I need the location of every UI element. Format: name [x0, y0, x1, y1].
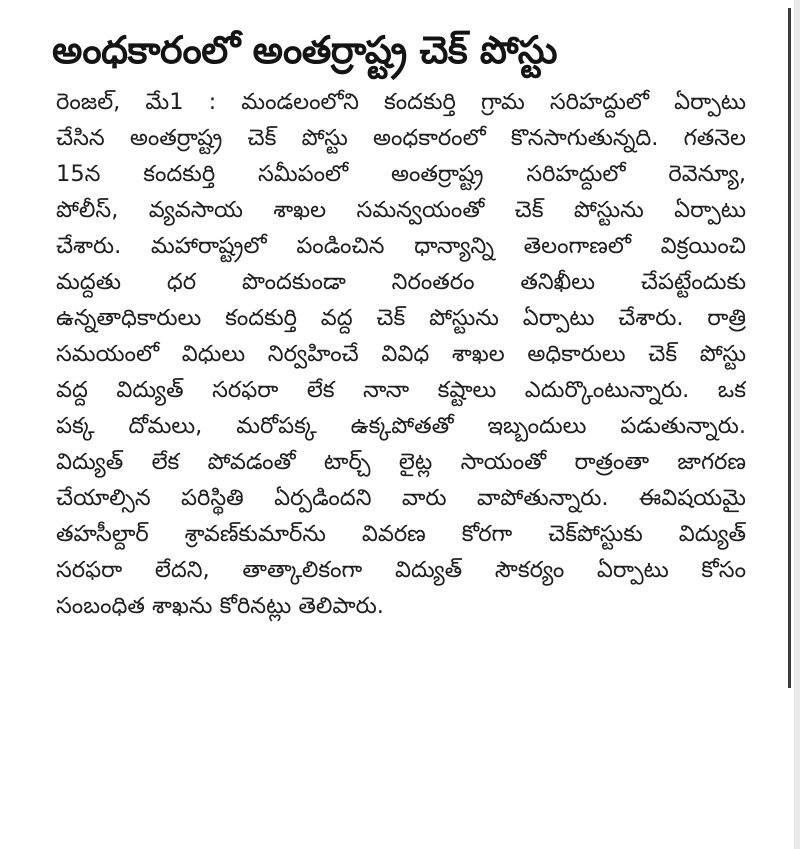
- article-line: పోలీస్, వ్యవసాయ శాఖల సమన్వయంతో చెక్ పోస్టును ఏర్పాటు: [56, 197, 746, 223]
- article-line: పక్క దోమలు, మరోపక్క ఉక్కపోతతో ఇబ్బందులు పడుతున్నారు.: [56, 413, 746, 439]
- article-line: వద్ద విద్యుత్ సరఫరా లేక నానా కష్టాలు ఎదుర్కొంటున్నారు. ఒక: [56, 377, 746, 403]
- cropped-previous-text-fragment: [150, 0, 590, 6]
- article-line: రెంజల్, మే1 : మండలంలోని కందకుర్తి గ్రామ సరిహద్దులో ఏర్పాటు: [56, 89, 746, 115]
- article-line: ఉన్నతాధికారులు కందకుర్తి వద్ద చెక్ పోస్టును ఏర్పాటు చేశారు. రాత్రి: [56, 305, 746, 331]
- article-line: మద్దతు ధర పొందకుండా నిరంతరం తనిఖీలు చేపట్టేందుకు: [56, 269, 746, 295]
- article-headline: అంధకారంలో అంతర్రాష్ట్ర చెక్ పోస్టు: [52, 28, 558, 72]
- page-edge-shadow: [794, 0, 800, 849]
- article-line: 15న కందకుర్తి సమీపంలో అంతర్రాష్ట్ర సరిహద్దులో రెవెన్యూ,: [56, 161, 746, 187]
- article-line: విద్యుత్ లేక పోవడంతో టార్చ్ లైట్ల సాయంతో రాత్రంతా జాగరణ: [56, 449, 746, 475]
- article-line: తహసీల్దార్ శ్రావణ్‌కుమార్‌ను వివరణ కోరగా చెక్‌పోస్టుకు విద్యుత్: [56, 521, 746, 547]
- article-line: చేశారు. మహారాష్ట్రలో పండించిన ధాన్యాన్ని తెలంగాణలో విక్రయించి: [56, 233, 746, 259]
- column-divider-rule: [788, 8, 791, 688]
- article-line: చేయాల్సిన పరిస్థితి ఏర్పడిందని వారు వాపోతున్నారు. ఈవిషయమై: [56, 485, 746, 511]
- article-line: సమయంలో విధులు నిర్వహించే వివిధ శాఖల అధికారులు చెక్ పోస్టు: [56, 341, 746, 367]
- article-body: [56, 84, 746, 624]
- article-line: సరఫరా లేదని, తాత్కాలికంగా విద్యుత్ సౌకర్యం ఏర్పాటు కోసం: [56, 557, 746, 583]
- article-line: సంబంధిత శాఖను కోరినట్లు తెలిపారు.: [56, 593, 384, 619]
- article-line: చేసిన అంతర్రాష్ట్ర చెక్ పోస్టు అంధకారంలో కొనసాగుతున్నది. గతనెల: [56, 125, 746, 151]
